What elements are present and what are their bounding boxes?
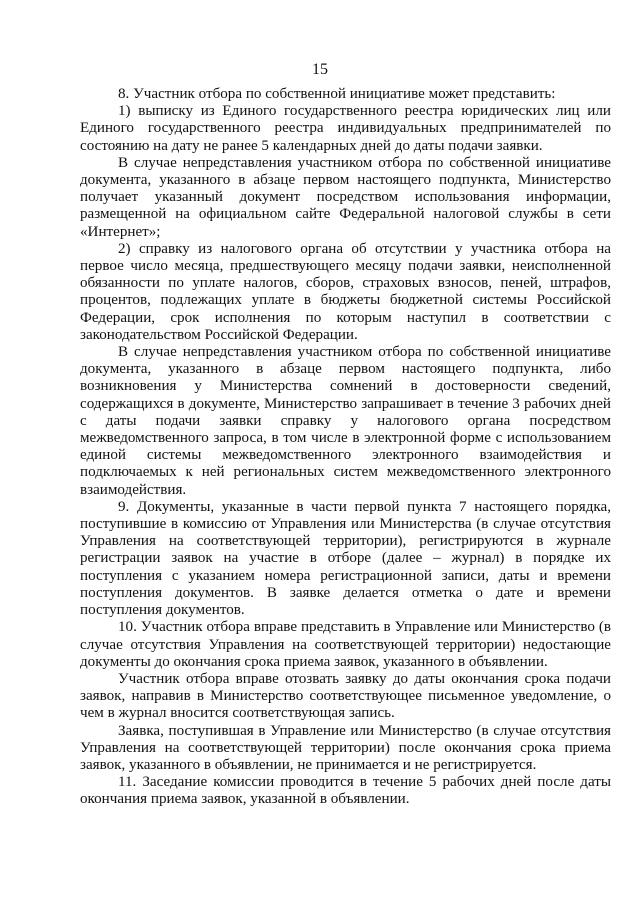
paragraph-subitem-2-tax-certificate: 2) справку из налогового органа об отсутствии у участника отбора на первое число месяца, предшествующего месяцу подачи заявки, неисполненной обязанности по уплате налогов, сборов, страховых взносов, пеней, штрафов, процентов, подлежащих уплате в бюджеты бюджетной системы Российской Федерации, срок исполнения по которым наступил в соответствии с законодательством Российской Федерации. (80, 240, 611, 343)
paragraph-tax-nonsubmission: В случае непредставления участником отбора по собственной инициативе документа, указанного в абзаце первом настоящего подпункта, либо возникновения у Министерства сомнений в достоверности сведений, содержащихся в документе, Министерство запрашивает в течение 3 рабочих дней с даты подачи заявки справку у налогового органа посредством межведомственного запроса, в том числе в электронной форме с использованием единой системы межведомственного электронного взаимодействия и подключаемых к ней региональных систем межведомственного электронного взаимодействия. (80, 344, 611, 498)
paragraph-item-10-missing-documents: 10. Участник отбора вправе представить в Управление или Министерство (в случае отсутствия Управления на соответствующей территории) недостающие документы до окончания срока приема заявок, указанного в объявлении. (80, 619, 611, 670)
page-number: 15 (312, 61, 328, 78)
paragraph-item-9-registration: 9. Документы, указанные в части первой пункта 7 настоящего порядка, поступившие в комиссию от Управления или Министерства (в случае отсутствия Управления на соответствующей территории), регистрируются в журнале регистрации заявок на участие в отборе (далее – журнал) в порядке их поступления с указанием номера регистрационной записи, даты и времени поступления документов. В заявке делается отметка о дате и времени поступления документов. (80, 498, 611, 619)
paragraph-item-8-intro: 8. Участник отбора по собственной инициативе может представить: (118, 86, 556, 102)
paragraph-item-11-commission-meeting: 11. Заседание комиссии проводится в течение 5 рабочих дней после даты окончания приема заявок, указанной в объявлении. (80, 774, 611, 808)
paragraph-late-application: Заявка, поступившая в Управление или Министерство (в случае отсутствия Управления на соответствующей территории) после окончания срока приема заявок, указанного в объявлении, не принимается и не регистрируется. (80, 722, 611, 773)
document-body (80, 86, 611, 809)
paragraph-egrul-nonsubmission: В случае непредставления участником отбора по собственной инициативе документа, указанного в абзаце первом настоящего подпункта, Министерство получает указанный документ посредством использования информации, размещенной на официальном сайте Федеральной налоговой службы в сети «Интернет»; (80, 154, 611, 240)
paragraph-withdrawal: Участник отбора вправе отозвать заявку до даты окончания срока подачи заявок, направив в Министерство соответствующее письменное уведомление, о чем в журнал вносится соответствующая запись. (80, 670, 611, 722)
paragraph-subitem-1-egrul: 1) выписку из Единого государственного реестра юридических лиц или Единого государственного реестра индивидуальных предпринимателей по состоянию на дату не ранее 5 календарных дней до даты подачи заявки. (80, 103, 611, 154)
